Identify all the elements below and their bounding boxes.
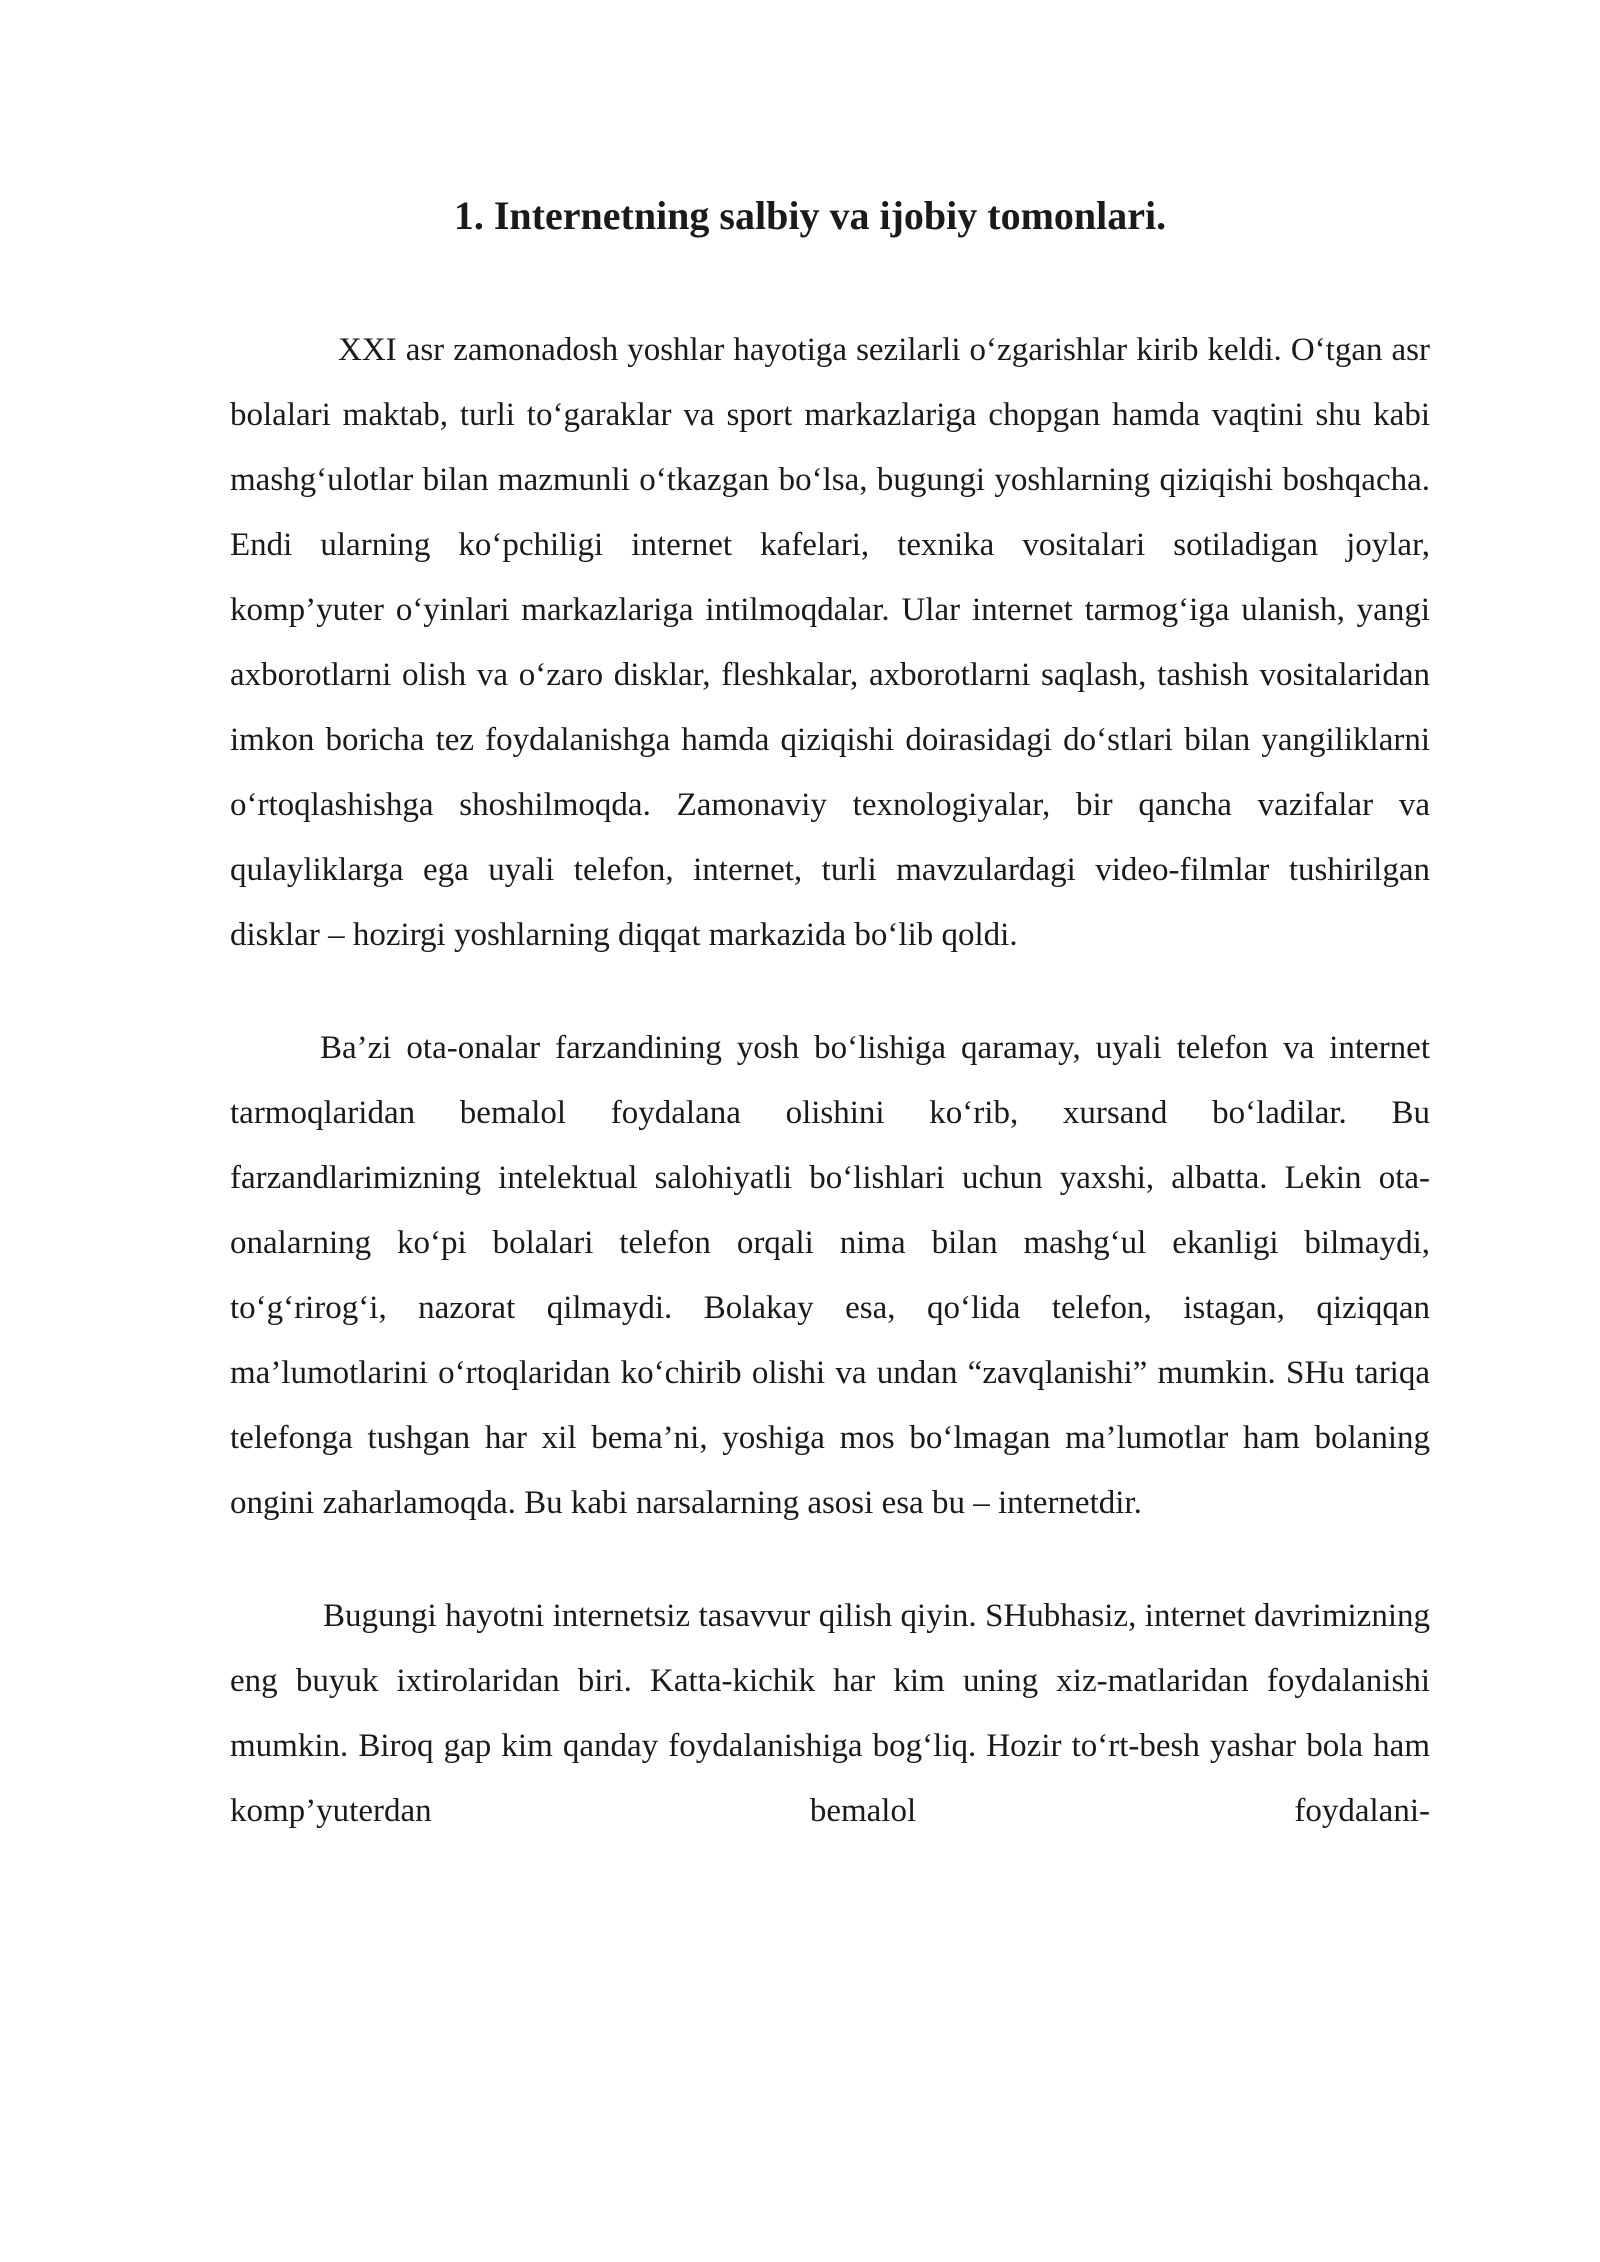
paragraph-1: XXI asr zamonadosh yoshlar hayotiga sezilarli o‘zgarishlar kirib keldi. O‘tgan asr bolalari maktab, turli to‘garaklar va sport markazlariga chopgan hamda vaqtini shu kabi mashg‘ulotlar bilan mazmunli o‘tkazgan bo‘lsa, bugungi yoshlarning qiziqishi boshqacha. Endi ularning ko‘pchiligi internet kafelari, texnika vositalari sotiladigan joylar, komp’yuter o‘yinlari markazlariga intilmoqdalar. Ular internet tarmog‘iga ulanish, yangi axborotlarni olish va o‘zaro disklar, fleshkalar, axborotlarni saqlash, tashish vositalaridan imkon boricha tez foydalanishga hamda qiziqishi doirasidagi do‘stlari bilan yangiliklarni o‘rtoqlashishga shoshilmoqda. Zamonaviy texnologiyalar, bir qancha vazifalar va qulayliklarga ega uyali telefon, internet, turli mavzulardagi video-filmlar tushirilgan disklar – hozirgi yoshlarning diqqat markazida bo‘lib qoldi. [230,332,1430,953]
paragraph-2: Ba’zi ota-onalar farzandining yosh bo‘lishiga qaramay, uyali telefon va internet tarmoqlaridan bemalol foydalana olishini ko‘rib, xursand bo‘ladilar. Bu farzandlarimizning intelektual salohiyatli bo‘lishlari uchun yaxshi, albatta. Lekin ota-onalarning ko‘pi bolalari telefon orqali nima bilan mashg‘ul ekanligi bilmaydi, to‘g‘rirog‘i, nazorat qilmaydi. Bolakay esa, qo‘lida telefon, istagan, qiziqqan ma’lumotlarini o‘rtoqlaridan ko‘chirib olishi va undan “zavqlanishi” mumkin. SHu tariqa telefonga tushgan har xil bema’ni, yoshiga mos bo‘lmagan ma’lumotlar ham bolaning ongini zaharlamoqda. Bu kabi narsalarning asosi esa bu – internetdir. [230,1030,1430,1521]
page-title: 1. Internetning salbiy va ijobiy tomonlari. [453,193,1167,238]
document-body [230,318,1430,1844]
paragraph-3: Bugungi hayotni internetsiz tasavvur qilish qiyin. SHubhasiz, internet davrimizning eng buyuk ixtirolaridan biri. Katta-kichik har kim uning xiz-matlaridan foydalanishi mumkin. Biroq gap kim qanday foydalanishiga bog‘liq. Hozir to‘rt-besh yashar bola ham komp’yuterdan bemalol foydalani- [230,1598,1430,1829]
